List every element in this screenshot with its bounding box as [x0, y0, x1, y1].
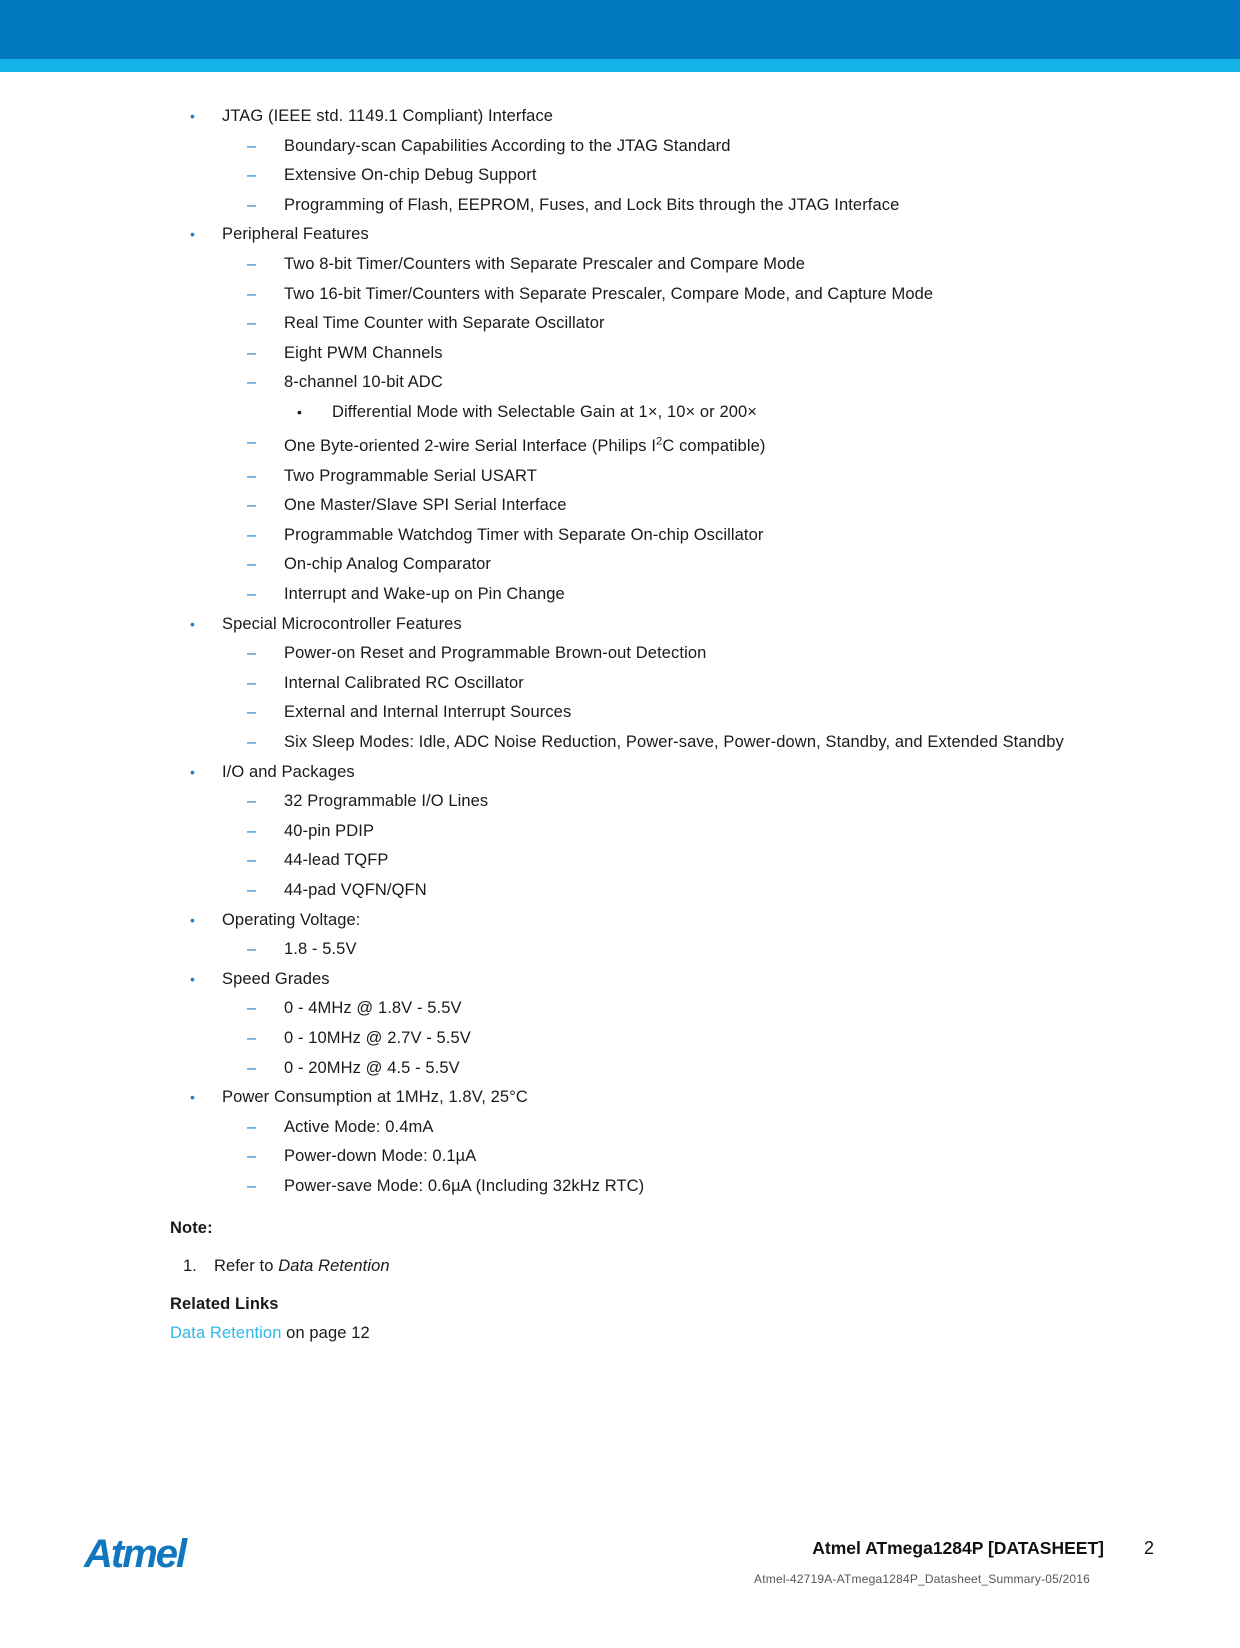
feature-item — [0, 491, 1100, 521]
feature-item — [0, 1172, 1100, 1202]
feature-text: 8-channel 10-bit ADC — [284, 373, 443, 392]
feature-item — [0, 1083, 1100, 1113]
note-item — [0, 1252, 1100, 1282]
feature-item — [0, 521, 1100, 551]
feature-text: Extensive On-chip Debug Support — [284, 166, 537, 185]
feature-item — [0, 368, 1100, 398]
feature-item — [0, 191, 1100, 221]
feature-text: Speed Grades — [222, 969, 330, 988]
dash-bullet-icon: – — [247, 821, 257, 840]
note-italic-reference: Data Retention — [278, 1257, 390, 1276]
feature-text: Six Sleep Modes: Idle, ADC Noise Reduction, Power-save, Power-down, Standby, and Extended Standby — [284, 732, 1064, 751]
feature-item — [0, 758, 1100, 788]
feature-text: Programmable Watchdog Timer with Separate On-chip Oscillator — [284, 525, 764, 544]
feature-text: Boundary-scan Capabilities According to the JTAG Standard — [284, 136, 731, 155]
dash-bullet-icon: – — [247, 466, 257, 485]
feature-text: Eight PWM Channels — [284, 343, 443, 362]
feature-item — [0, 876, 1100, 906]
feature-text: Power-on Reset and Programmable Brown-out Detection — [284, 644, 707, 663]
dot-bullet-icon: • — [190, 108, 196, 124]
dash-bullet-icon: – — [247, 585, 257, 603]
dash-bullet-icon: – — [247, 732, 257, 751]
dash-bullet-icon: – — [247, 1058, 257, 1077]
dash-bullet-icon: – — [247, 644, 257, 663]
feature-text: 44-lead TQFP — [284, 851, 389, 870]
feature-item — [0, 462, 1100, 492]
dash-bullet-icon: – — [247, 999, 257, 1018]
header-accent-stripe — [0, 59, 1240, 72]
feature-text: Power-down Mode: 0.1µA — [284, 1147, 477, 1166]
feature-text: 0 - 4MHz @ 1.8V - 5.5V — [284, 999, 462, 1018]
feature-item — [0, 339, 1100, 369]
feature-text: 1.8 - 5.5V — [284, 940, 357, 959]
feature-item — [0, 698, 1100, 728]
dash-bullet-icon: – — [247, 673, 257, 692]
feature-text: JTAG (IEEE std. 1149.1 Compliant) Interface — [222, 107, 554, 125]
feature-text: Two 16-bit Timer/Counters with Separate Prescaler, Compare Mode, and Capture Mode — [284, 284, 934, 303]
dot-bullet-icon: • — [190, 1089, 196, 1106]
feature-text: Two Programmable Serial USART — [284, 466, 537, 485]
feature-item — [0, 309, 1100, 339]
feature-item — [0, 610, 1100, 640]
feature-text: One Master/Slave SPI Serial Interface — [284, 496, 567, 515]
footer-doc-title: Atmel ATmega1284P [DATASHEET] — [812, 1538, 1104, 1558]
dash-bullet-icon: – — [247, 166, 257, 185]
feature-text: 44-pad VQFN/QFN — [284, 880, 427, 899]
dash-bullet-icon: – — [247, 432, 257, 451]
feature-text: On-chip Analog Comparator — [284, 555, 492, 574]
dash-bullet-icon: – — [247, 792, 257, 811]
related-links-heading: Related Links — [170, 1294, 279, 1313]
dash-bullet-icon: – — [247, 284, 257, 303]
dash-bullet-icon: – — [247, 373, 257, 392]
feature-text: Active Mode: 0.4mA — [284, 1117, 434, 1136]
dash-bullet-icon: – — [247, 880, 257, 899]
feature-text: Power-save Mode: 0.6µA (Including 32kHz RTC) — [284, 1176, 645, 1195]
feature-text: Special Microcontroller Features — [222, 614, 462, 633]
feature-text: 32 Programmable I/O Lines — [284, 792, 489, 811]
data-retention-link[interactable]: Data Retention — [170, 1324, 282, 1343]
dot-bullet-icon: • — [190, 763, 196, 780]
atmel-logo: Atmel — [84, 1532, 186, 1576]
feature-item — [0, 398, 1100, 428]
note-heading: Note: — [170, 1219, 213, 1238]
feature-item — [0, 102, 1100, 132]
dash-bullet-icon: – — [247, 703, 257, 722]
page-content — [0, 102, 1240, 1349]
dash-bullet-icon: – — [247, 496, 257, 515]
feature-text: Power Consumption at 1MHz, 1.8V, 25°C — [222, 1088, 528, 1107]
footer-doc-id: Atmel-42719A-ATmega1284P_Datasheet_Summary-05/2016 — [754, 1572, 1090, 1586]
feature-text: Interrupt and Wake-up on Pin Change — [284, 585, 565, 603]
dot-bullet-icon: • — [297, 403, 303, 420]
feature-text: External and Internal Interrupt Sources — [284, 703, 572, 722]
dash-bullet-icon: – — [247, 1147, 257, 1166]
related-links-row — [0, 1319, 1100, 1349]
features-list — [0, 102, 1100, 1201]
dot-bullet-icon: • — [190, 615, 196, 632]
feature-item — [0, 1113, 1100, 1143]
feature-item — [0, 220, 1100, 250]
feature-text: 40-pin PDIP — [284, 821, 375, 840]
note-number: 1. — [183, 1257, 197, 1276]
dot-bullet-icon: • — [190, 226, 196, 243]
feature-item — [0, 132, 1100, 162]
dot-bullet-icon: • — [190, 970, 196, 987]
feature-item — [0, 965, 1100, 995]
dot-bullet-icon: • — [190, 911, 196, 928]
header-bar — [0, 0, 1240, 59]
dash-bullet-icon: – — [247, 1176, 257, 1195]
feature-item — [0, 1142, 1100, 1172]
footer-page-number: 2 — [1143, 1538, 1154, 1558]
related-link-suffix: on page 12 — [281, 1324, 370, 1343]
feature-item — [0, 550, 1100, 580]
feature-text: One Byte-oriented 2-wire Serial Interface (Philips $I^2C$ compatible) — [284, 435, 766, 456]
feature-item — [0, 906, 1100, 936]
dash-bullet-icon: – — [247, 195, 257, 214]
dash-bullet-icon: – — [247, 851, 257, 870]
feature-item — [0, 935, 1100, 965]
feature-item — [0, 580, 1100, 610]
feature-text: Operating Voltage: — [222, 910, 361, 929]
note-text: Refer to Data Retention — [214, 1257, 390, 1276]
feature-text: Real Time Counter with Separate Oscillator — [284, 314, 605, 333]
feature-item — [0, 639, 1100, 669]
feature-text: 0 - 10MHz @ 2.7V - 5.5V — [284, 1028, 471, 1047]
dash-bullet-icon: – — [247, 314, 257, 333]
dash-bullet-icon: – — [247, 136, 257, 155]
feature-item — [0, 250, 1100, 280]
feature-item — [0, 1054, 1100, 1084]
dash-bullet-icon: – — [247, 343, 257, 362]
feature-item — [0, 728, 1100, 758]
dash-bullet-icon: – — [247, 1028, 257, 1047]
feature-item — [0, 669, 1100, 699]
feature-text: I/O and Packages — [222, 762, 355, 781]
footer-right — [812, 1538, 1154, 1559]
feature-item — [0, 428, 1100, 462]
feature-text: Two 8-bit Timer/Counters with Separate Prescaler and Compare Mode — [284, 254, 805, 273]
feature-text: Programming of Flash, EEPROM, Fuses, and Lock Bits through the JTAG Interface — [284, 195, 900, 214]
feature-text: 0 - 20MHz @ 4.5 - 5.5V — [284, 1058, 460, 1077]
feature-text: Peripheral Features — [222, 225, 369, 244]
dash-bullet-icon: – — [247, 940, 257, 959]
feature-item — [0, 161, 1100, 191]
dash-bullet-icon: – — [247, 525, 257, 544]
feature-item — [0, 817, 1100, 847]
dash-bullet-icon: – — [247, 1117, 257, 1136]
dash-bullet-icon: – — [247, 555, 257, 574]
feature-text: Internal Calibrated RC Oscillator — [284, 673, 524, 692]
feature-text: Differential Mode with Selectable Gain at 1×, 10× or 200× — [332, 402, 758, 421]
feature-item — [0, 787, 1100, 817]
feature-item — [0, 280, 1100, 310]
feature-item — [0, 994, 1100, 1024]
feature-item — [0, 1024, 1100, 1054]
dash-bullet-icon: – — [247, 254, 257, 273]
feature-item — [0, 846, 1100, 876]
